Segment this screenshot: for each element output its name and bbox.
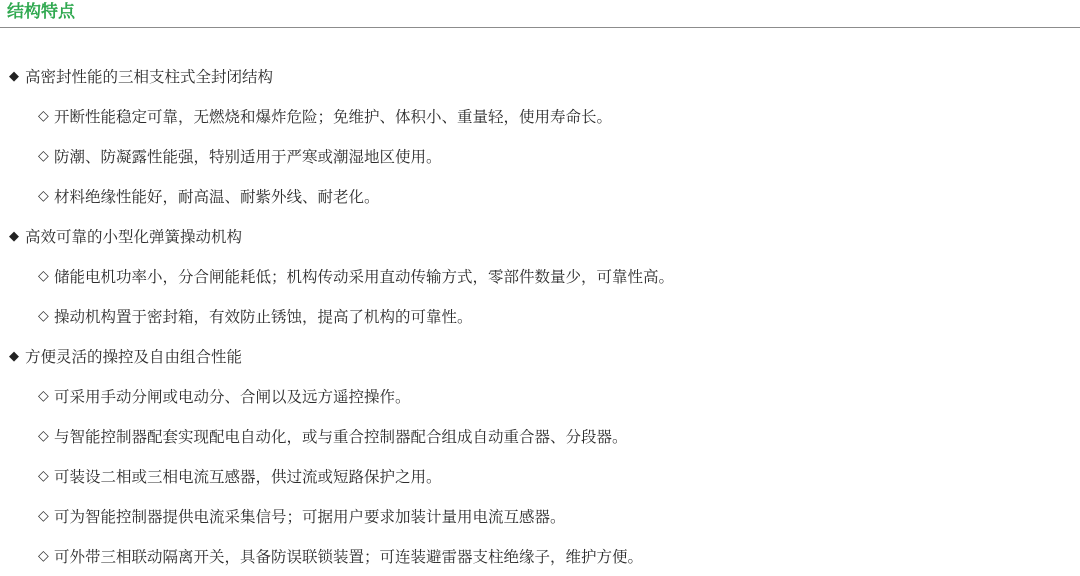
feature-item [9, 456, 1080, 496]
section-title: 结构特点 [7, 2, 75, 22]
feature-list [9, 56, 1080, 576]
filled-diamond-icon: ◆ [9, 348, 19, 364]
feature-item-text: 与智能控制器配套实现配电自动化，或与重合控制器配合组成自动重合器、分段器。 [54, 428, 628, 446]
feature-item-text: 操动机构置于密封箱，有效防止锈蚀，提高了机构的可靠性。 [54, 308, 473, 326]
title-divider [0, 27, 1080, 28]
feature-item [9, 376, 1080, 416]
hollow-diamond-icon: ◇ [38, 508, 49, 524]
hollow-diamond-icon: ◇ [38, 548, 49, 564]
feature-heading-text: 高效可靠的小型化弹簧操动机构 [25, 228, 243, 246]
feature-item-text: 可为智能控制器提供电流采集信号；可据用户要求加装计量用电流互感器。 [54, 508, 566, 526]
hollow-diamond-icon: ◇ [38, 428, 49, 444]
feature-heading [9, 216, 1080, 256]
feature-item [9, 416, 1080, 456]
filled-diamond-icon: ◆ [9, 228, 19, 244]
feature-heading [9, 336, 1080, 376]
feature-heading-text: 方便灵活的操控及自由组合性能 [25, 348, 243, 366]
feature-item-text: 材料绝缘性能好，耐高温、耐紫外线、耐老化。 [54, 188, 380, 206]
feature-item [9, 136, 1080, 176]
feature-item [9, 296, 1080, 336]
feature-item [9, 536, 1080, 576]
feature-item [9, 176, 1080, 216]
feature-heading-text: 高密封性能的三相支柱式全封闭结构 [25, 68, 274, 86]
feature-item-text: 可装设二相或三相电流互感器，供过流或短路保护之用。 [54, 468, 442, 486]
hollow-diamond-icon: ◇ [38, 388, 49, 404]
hollow-diamond-icon: ◇ [38, 108, 49, 124]
feature-item-text: 防潮、防凝露性能强，特别适用于严寒或潮湿地区使用。 [54, 148, 442, 166]
hollow-diamond-icon: ◇ [38, 148, 49, 164]
hollow-diamond-icon: ◇ [38, 188, 49, 204]
feature-item-text: 可外带三相联动隔离开关，具备防误联锁装置；可连装避雷器支柱绝缘子，维护方便。 [54, 548, 644, 566]
hollow-diamond-icon: ◇ [38, 308, 49, 324]
feature-item-text: 开断性能稳定可靠，无燃烧和爆炸危险；免维护、体积小、重量轻，使用寿命长。 [54, 108, 613, 126]
filled-diamond-icon: ◆ [9, 68, 19, 84]
feature-item [9, 496, 1080, 536]
feature-heading [9, 56, 1080, 96]
feature-item [9, 256, 1080, 296]
feature-item-text: 储能电机功率小，分合闸能耗低；机构传动采用直动传输方式，零部件数量少，可靠性高。 [54, 268, 675, 286]
hollow-diamond-icon: ◇ [38, 468, 49, 484]
feature-item-text: 可采用手动分闸或电动分、合闸以及远方遥控操作。 [54, 388, 411, 406]
feature-item [9, 96, 1080, 136]
hollow-diamond-icon: ◇ [38, 268, 49, 284]
